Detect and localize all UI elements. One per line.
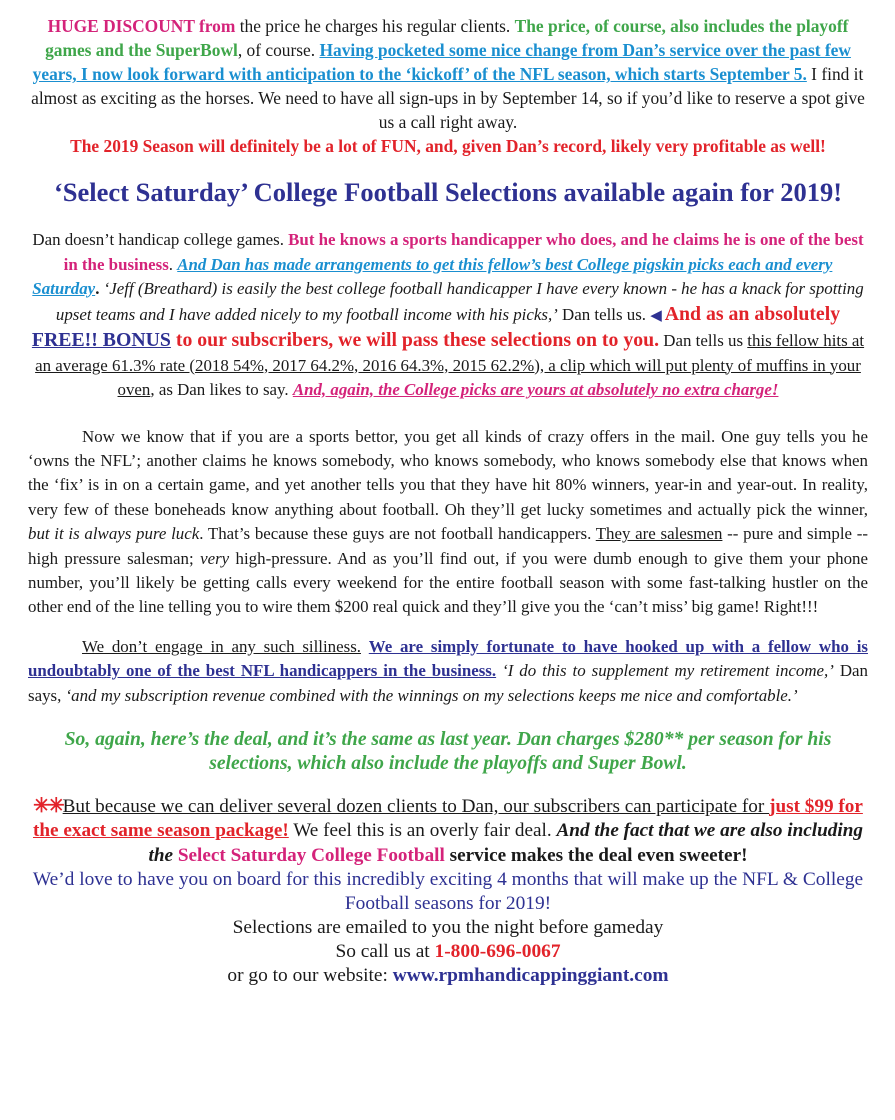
select-saturday-text: Select Saturday College Football [177,844,445,866]
intro-text: , of course. [237,40,320,60]
hit-rate-text: this fellow hits at an average 61.3% rate (2018 54%, 2017 64.2%, 2016 64.3%, 2015 62.2%), a clip which will put plenty of muffins in your oven [35,331,865,399]
college-paragraph [28,228,868,403]
college-text: . [95,279,104,298]
jeff-quote: ‘Jeff (Breathard) is easily the best college football handicapper I have every known - he has a knack for spotting upset teams and I have added nicely to my football income with his picks,’ [55,279,864,324]
silliness-text: We don’t engage in any such silliness. [82,636,361,656]
call-line: So call us at 1-800-696-0067 [335,941,561,963]
contact-footer [28,916,868,988]
intro-text: the price he charges his regular clients. [235,16,515,36]
pricing-text: And the fact that we are also including the [148,820,863,866]
handicapper-claim-text: But he knows a sports handicapper who does, and he claims he is one of the best in the business [63,230,864,274]
college-text: , as Dan likes to say. [150,380,293,399]
intro-paragraph [28,14,868,158]
pure-luck-text: but it is always pure luck [28,524,200,544]
college-text: Dan tells us. [557,304,651,324]
college-text: . [168,254,178,274]
offers-text: -- pure and simple -- high pressure salesman; [28,524,868,568]
website-link[interactable]: www.rpmhandicappinggiant.com [392,965,669,987]
offers-text: . That’s because these guys are not football handicappers. [199,524,596,544]
offers-text: high-pressure. And as you’ll find out, if you were dumb enough to give them your phone number, you’ll likely be getting calls every weekend for the entire football season with some fast-talking hustler on the other end of the line telling you to wire them $200 real quick and they’ll give you the ‘can’t miss’ big game! Right!!! [28,548,868,617]
price-99-text: just $99 for the exact same season package! [32,795,863,842]
offers-text: Now we know that if you are a sports bettor, you get all kinds of crazy offers in the mail. One guy tells you he ‘owns the NFL’; another claims he knows somebody, who knows somebody, who knows somebody else that knows when the ‘fix’ is in on a certain game, and yet another tells you that they have hit 80% winners, year-in and year-out. In reality, very few of these boneheads know anything about football. Oh they’ll get lucky sometimes and actually pick the winner, [28,426,868,519]
very-text: very [200,548,230,568]
college-heading: ‘Select Saturday’ College Football Selections available again for 2019! [53,177,843,207]
free-bonus-text: FREE!! BONUS [31,329,171,351]
pricing-text: But because we can deliver several dozen clients to Dan, our subscribers can participate for [62,795,770,817]
no-extra-charge-text: And, again, the College picks are yours at absolutely no extra charge! [292,380,779,399]
pricing-text: We feel this is an overly fair deal. [288,820,557,842]
emailed-line: Selections are emailed to you the night before gameday [232,917,664,939]
revenue-quote: ‘and my subscription revenue combined with the winnings on my selections keeps me nice and comfortable.’ [65,685,798,705]
salesmen-text: They are salesmen [595,524,723,544]
offers-paragraph [28,425,868,620]
phone-number[interactable]: 1-800-696-0067 [434,941,561,963]
playoffs-text: The price, of course, also includes the playoff games and the SuperBowl [45,16,849,60]
season-fun-text: The 2019 Season will definitely be a lot of FUN, and, given Dan’s record, likely very profitable as well! [70,136,826,156]
fellow-text: Dan says, [28,661,868,705]
pricing-paragraph [28,794,868,869]
retirement-quote: ‘I do this to supplement my retirement income,’ [502,661,834,681]
college-text: Dan doesn’t handicap college games. [32,230,289,249]
fellow-paragraph [28,635,868,708]
pointing-hand-icon: ◀ [650,307,662,324]
deal-paragraph: So, again, here’s the deal, and it’s the same as last year. Dan charges $280** per season for his selections, which also include the playoffs and Super Bowl. [64,728,832,774]
bonus-text: And as an absolutely [664,302,841,325]
bonus-text: to our subscribers, we will pass these selections on to you. [170,329,660,351]
best-handicapper-text: We are simply fortunate to have hooked up with a fellow who is undoubtably one of the best NFL handicappers in the business. [28,636,868,681]
pricing-text: service makes the deal even sweeter! [444,844,748,866]
discount-text: HUGE DISCOUNT from [47,16,236,36]
on-board-paragraph: We’d love to have you on board for this incredibly exciting 4 months that will make up the NFL & College Football seasons for 2019! [32,869,864,915]
college-text: Dan tells us [659,331,748,350]
asterisk-icon: ✳✳ [33,794,63,817]
kickoff-text: Having pocketed some nice change from Dan’s service over the past few years, I now look forward with anticipation to the ‘kickoff’ of the NFL season, which starts September 5. [32,40,851,84]
saturday-picks-text: And Dan has made arrangements to get this fellow’s best College pigskin picks each and every Saturday [32,254,833,298]
flyer-page [28,14,868,988]
website-line: or go to our website: www.rpmhandicappinggiant.com [227,965,669,987]
signup-text: I find it almost as exciting as the horses. We need to have all sign-ups in by September 14, so if you’d like to reserve a spot give us a call right away. [31,64,865,132]
